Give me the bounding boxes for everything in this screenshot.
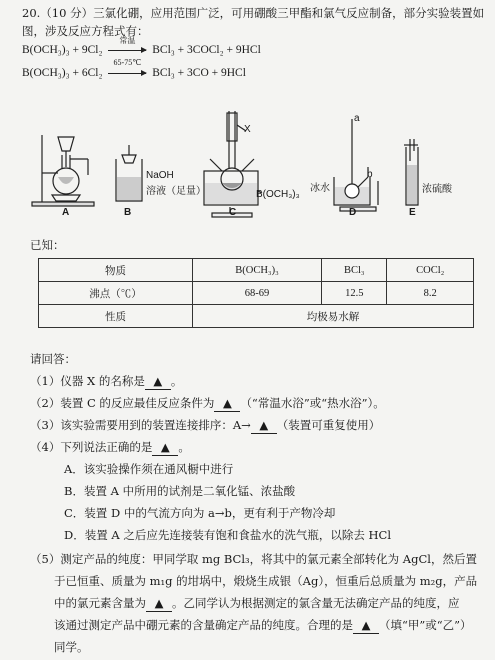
question-4	[30, 440, 190, 456]
port-b-label: b	[367, 169, 373, 180]
apparatus-label-b: B	[124, 207, 132, 218]
answer-blank[interactable]: ▲	[152, 440, 178, 456]
answer-blank[interactable]: ▲	[214, 396, 240, 412]
equation-1-arrow	[108, 50, 146, 51]
question-5-text: 该通过测定产品中硼元素的含量确定产品的纯度。合理的是	[54, 618, 353, 632]
question-5-line4	[54, 618, 472, 634]
table-cell: 8.2	[387, 282, 474, 305]
question-5-line2: 于已恒重、质量为 m₁g 的坩埚中，煅烧生成银（Ag），恒重后总质量为 m₂g，产品	[54, 574, 478, 588]
question-2-text: （2）装置 C 的反应最佳反应条件为	[30, 396, 215, 410]
table-cell: 12.5	[322, 282, 387, 305]
table-row	[39, 259, 474, 282]
option-a: A．该实验操作须在通风橱中进行	[64, 462, 234, 476]
apparatus-b-icon	[116, 145, 142, 201]
equation-1	[22, 36, 261, 56]
question-3-text: （3）该实验需要用到的装置连接排序：A→	[30, 418, 251, 432]
properties-table	[38, 258, 474, 328]
apparatus-label-d: D	[349, 207, 357, 218]
equation-1-right: BCl₃ + 3COCl₂ + 9HCl	[152, 44, 261, 56]
instrument-x-label: X	[244, 124, 251, 135]
known-label: 已知：	[30, 238, 65, 252]
answer-intro: 请回答：	[30, 352, 76, 366]
port-a-label: a	[354, 113, 360, 124]
table-header-cell: BCl₃	[322, 259, 387, 282]
equation-2-left: B(OCH₃)₃ + 6Cl₂	[22, 67, 103, 79]
apparatus-c-icon	[204, 111, 262, 217]
ice-water-label: 冰水	[310, 183, 330, 194]
question-3	[30, 418, 380, 434]
apparatus-e-icon	[404, 139, 418, 205]
option-c: C．装置 D 中的气流方向为 a→b，更有利于产物冷却	[64, 506, 336, 520]
equation-2-condition: 65-75℃	[113, 58, 142, 67]
table-header-cell: B(OCH₃)₃	[193, 259, 322, 282]
naoh-label: NaOH	[146, 170, 174, 181]
naoh-solution-label: 溶液（足量）	[146, 186, 206, 197]
question-1	[30, 374, 182, 390]
h2so4-label: 浓硫酸	[422, 184, 452, 195]
equation-2-right: BCl₃ + 3CO + 9HCl	[152, 67, 246, 79]
apparatus-a-icon	[32, 135, 94, 206]
answer-blank[interactable]: ▲	[146, 596, 172, 612]
question-4-text: （4）下列说法正确的是	[30, 440, 153, 454]
table-cell: 沸点（℃）	[39, 282, 193, 305]
apparatus-d-icon	[334, 119, 378, 211]
option-b: B．装置 A 中所用的试剂是二氧化锰、浓盐酸	[64, 484, 296, 498]
question-5-line5: 同学。	[54, 640, 89, 654]
apparatus-figure	[0, 95, 495, 225]
apparatus-label-e: E	[409, 207, 416, 218]
option-d: D．装置 A 之后应先连接装有饱和食盐水的洗气瓶，以除去 HCl	[64, 528, 391, 542]
question-1-text: （1）仪器 X 的名称是	[30, 374, 145, 388]
question-5-text: （填“甲”或“乙”）	[379, 618, 472, 632]
table-header-cell: COCl₂	[387, 259, 474, 282]
apparatus-label-a: A	[62, 207, 70, 218]
question-header-line2: 图，涉及反应方程式有：	[22, 24, 149, 38]
table-row	[39, 305, 474, 328]
question-3-end: （装置可重复使用）	[276, 418, 381, 432]
answer-blank[interactable]: ▲	[145, 374, 171, 390]
question-5-line1: （5）测定产品的纯度：甲同学取 mg BCl₃，将其中的氯元素全部转化为 AgCl，然后置	[30, 552, 477, 566]
table-cell: 性质	[39, 305, 193, 328]
question-5-text: 。乙同学认为根据测定的氯含量无法确定产品的纯度，应	[172, 596, 460, 610]
equation-1-condition: 常温	[119, 36, 136, 45]
question-1-end: 。	[170, 374, 183, 388]
table-row	[39, 282, 474, 305]
table-cell: 68-69	[193, 282, 322, 305]
equation-2-arrow	[108, 73, 146, 74]
question-2	[30, 396, 385, 412]
question-5-text: 中的氯元素含量为	[54, 596, 146, 610]
equation-2	[22, 58, 246, 79]
table-cell: 均极易水解	[193, 305, 474, 328]
question-4-end: 。	[178, 440, 190, 454]
question-header: 20.（10 分）三氯化硼，应用范围广泛，可用硼酸三甲酯和氯气反应制备，部分实验装置如	[22, 6, 485, 20]
question-2-end: （“常温水浴”或“热水浴”）。	[240, 396, 385, 410]
answer-blank[interactable]: ▲	[251, 418, 277, 434]
equation-1-left: B(OCH₃)₃ + 9Cl₂	[22, 44, 103, 56]
question-5-line3	[54, 596, 460, 612]
answer-blank[interactable]: ▲	[353, 618, 379, 634]
apparatus-label-c: C	[229, 207, 237, 218]
bome-label: B(OCH₃)₃	[256, 189, 300, 200]
table-header-cell: 物质	[39, 259, 193, 282]
